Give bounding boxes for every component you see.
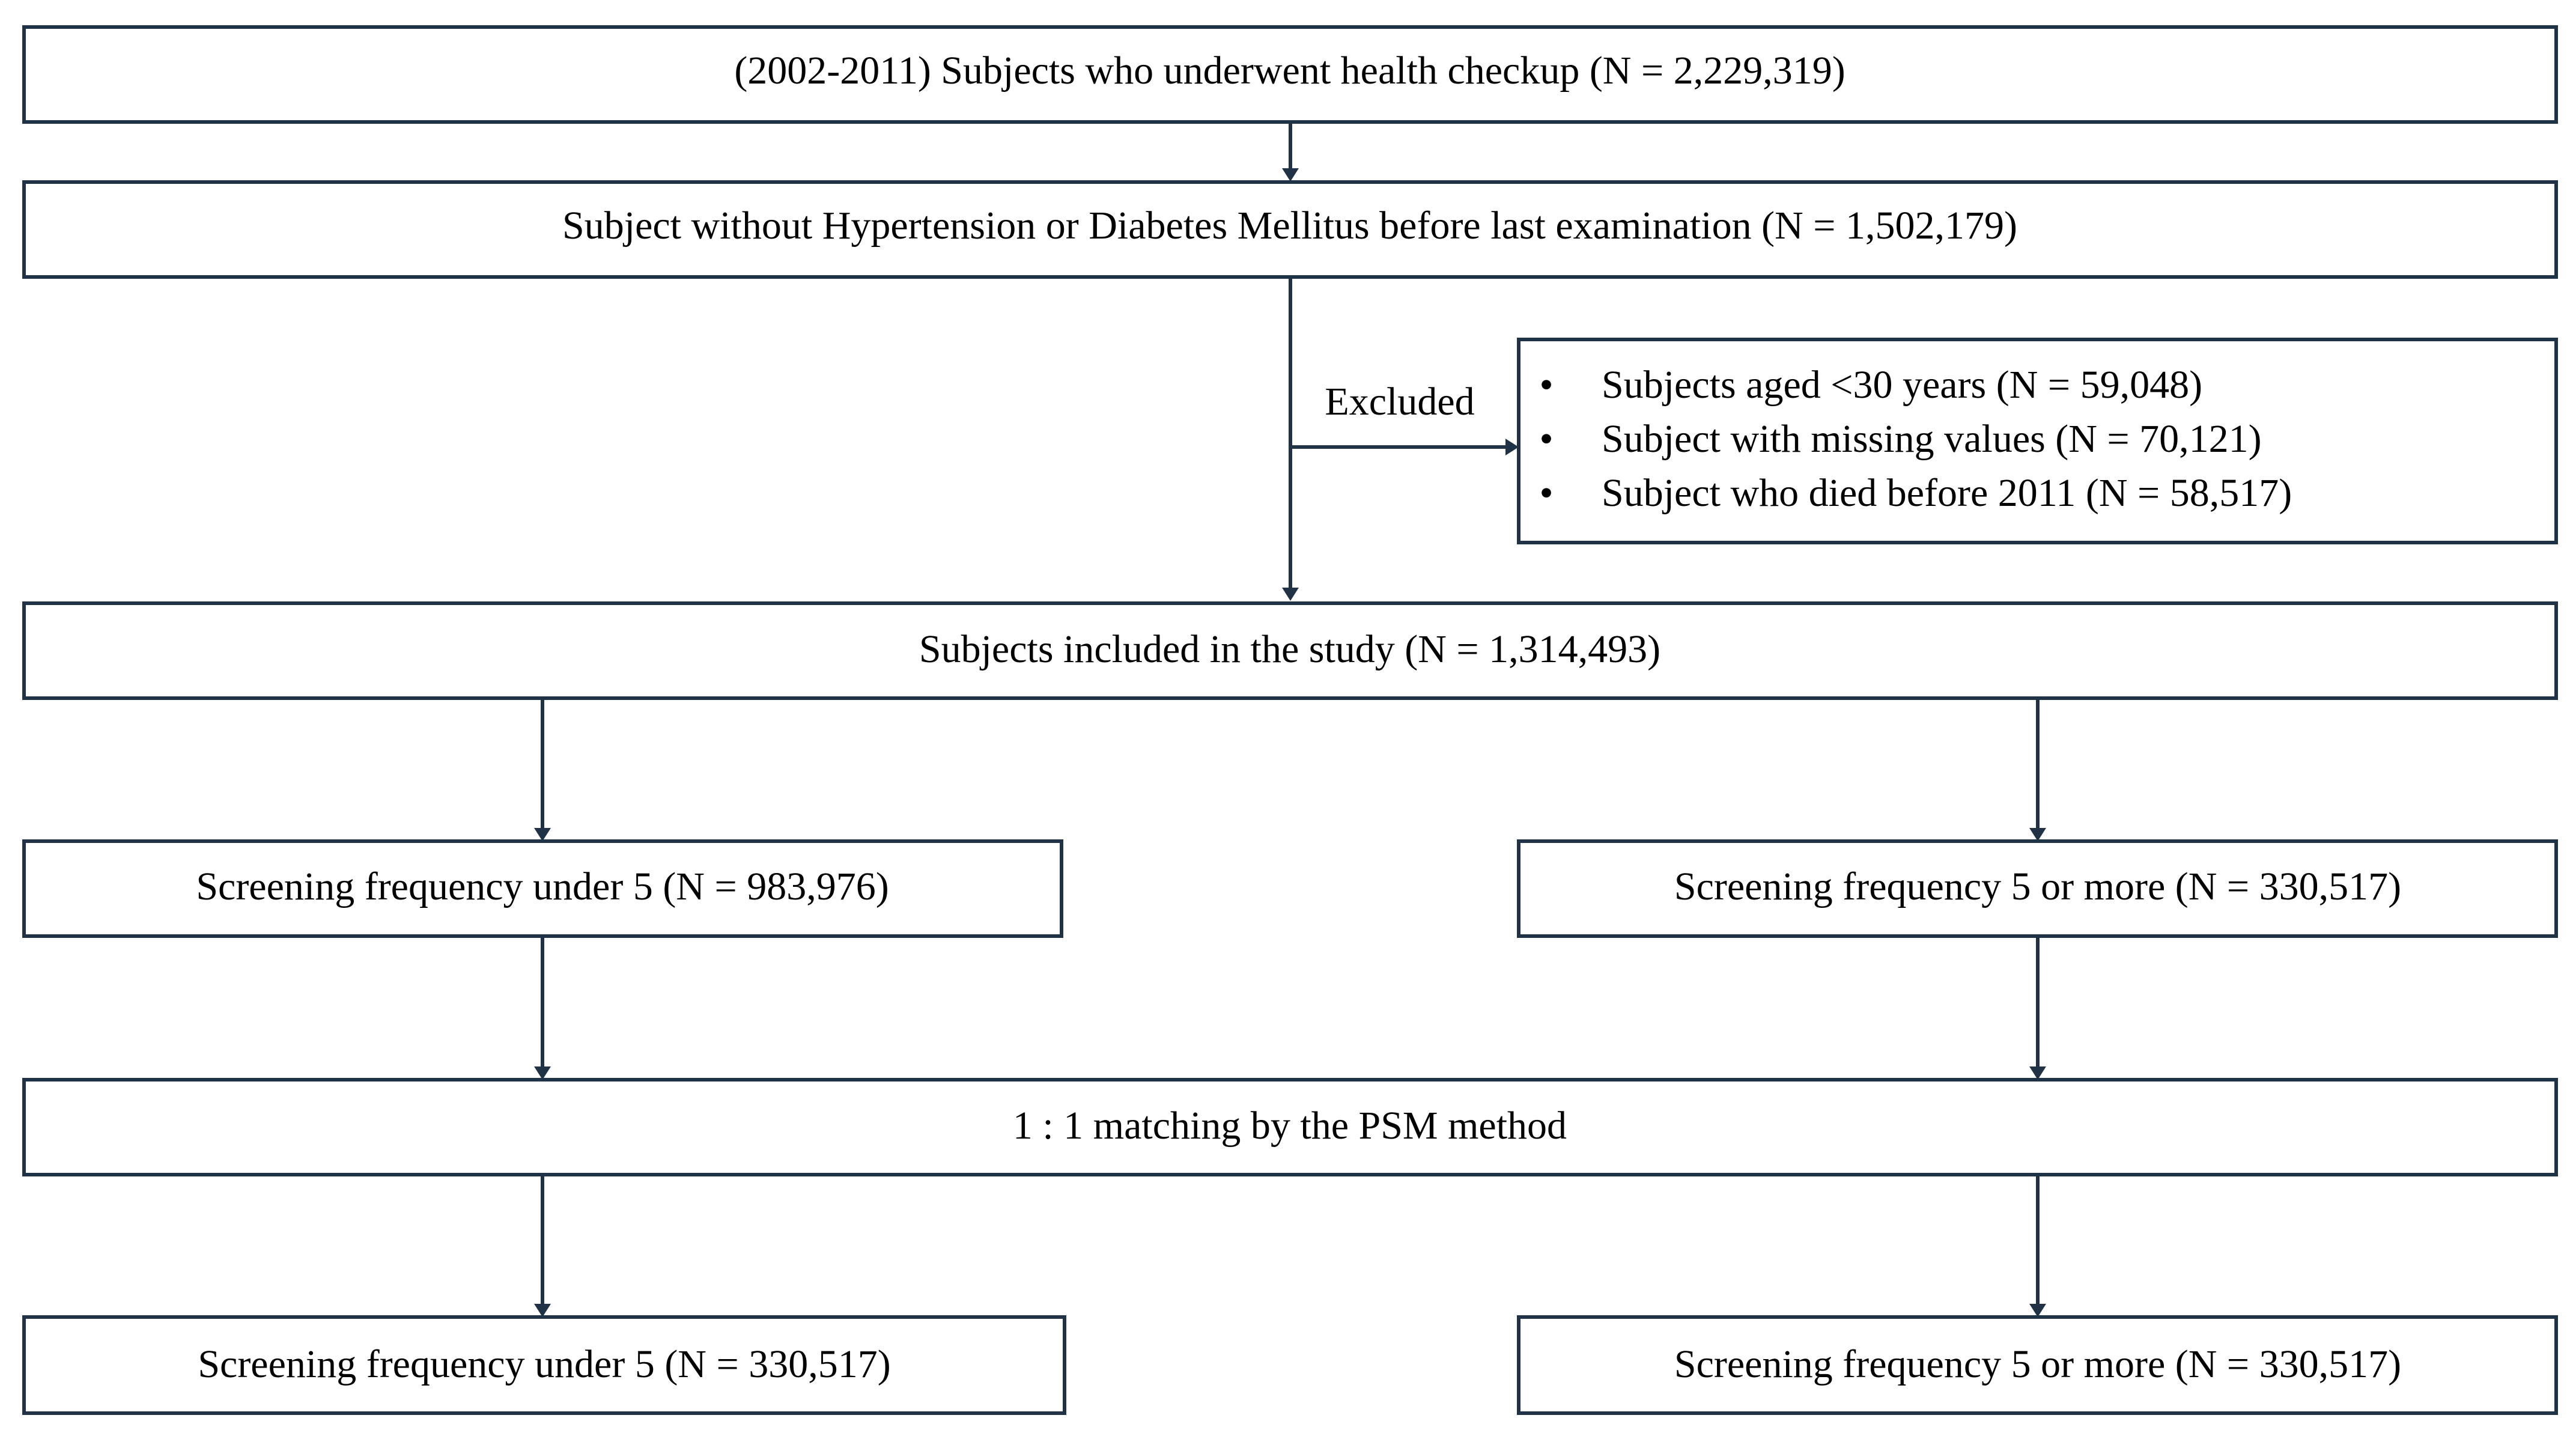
box-no-htn-dm bbox=[24, 182, 2556, 277]
box-included bbox=[24, 603, 2556, 698]
box-excluded bbox=[1519, 339, 2556, 543]
excluded-item: Subjects aged <30 years (N = 59,048) bbox=[1602, 363, 2203, 407]
box-freq-5more-label: Screening frequency 5 or more (N = 330,517) bbox=[1674, 865, 2402, 909]
box-matched-5more-label: Screening frequency 5 or more (N = 330,517) bbox=[1674, 1342, 2402, 1387]
excluded-bullet: • bbox=[1539, 363, 1554, 407]
box-psm-label: 1 : 1 matching by the PSM method bbox=[1012, 1104, 1567, 1148]
box-no-htn-dm-label: Subject without Hypertension or Diabetes Mellitus before last examination (N = 1,502,179) bbox=[562, 204, 2017, 248]
arrowhead bbox=[1282, 168, 1299, 181]
box-all-subjects-label: (2002-2011) Subjects who underwent health checkup (N = 2,229,319) bbox=[734, 49, 1845, 93]
box-freq-under5-label: Screening frequency under 5 (N = 983,976) bbox=[196, 865, 889, 909]
excluded-label: Excluded bbox=[1325, 380, 1475, 424]
arrowhead bbox=[534, 828, 551, 841]
arrowhead bbox=[534, 1304, 551, 1317]
box-included-label: Subjects included in the study (N = 1,314,493) bbox=[919, 627, 1661, 672]
box-matched-under5 bbox=[24, 1317, 1065, 1413]
arrowhead bbox=[1505, 439, 1519, 455]
box-matched-5more bbox=[1519, 1317, 2556, 1413]
excluded-bullet: • bbox=[1539, 471, 1554, 516]
excluded-item: Subject who died before 2011 (N = 58,517) bbox=[1602, 471, 2292, 516]
box-matched-under5-label: Screening frequency under 5 (N = 330,517) bbox=[198, 1342, 891, 1387]
box-psm bbox=[24, 1080, 2556, 1175]
arrowhead bbox=[2029, 1066, 2046, 1080]
excluded-item: Subject with missing values (N = 70,121) bbox=[1602, 417, 2262, 461]
arrowhead bbox=[2029, 828, 2046, 841]
box-freq-under5 bbox=[24, 841, 1062, 936]
arrowhead bbox=[534, 1066, 551, 1080]
arrowhead bbox=[2029, 1304, 2046, 1317]
excluded-bullet: • bbox=[1539, 417, 1554, 461]
box-freq-5more bbox=[1519, 841, 2556, 936]
box-all-subjects bbox=[24, 27, 2556, 122]
arrowhead bbox=[1282, 588, 1299, 601]
